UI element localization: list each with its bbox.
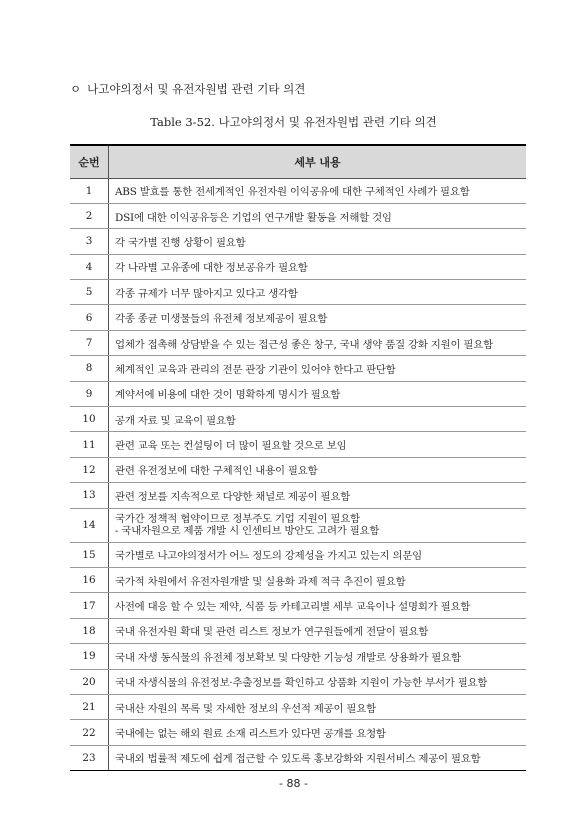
row-number: 8 bbox=[70, 356, 109, 381]
row-content bbox=[109, 356, 527, 381]
row-content-line: 관련 교육 또는 컨설팅이 더 많이 필요할 것으로 보임 bbox=[115, 440, 347, 453]
table-row bbox=[70, 356, 526, 381]
row-content-line: 국가별로 나고야의정서가 어느 정도의 강제성을 가지고 있는지 의문임 bbox=[115, 550, 423, 563]
table-body bbox=[70, 178, 526, 771]
table-row bbox=[70, 203, 526, 228]
table-header-row bbox=[70, 145, 526, 178]
row-number: 17 bbox=[70, 593, 109, 618]
table-row bbox=[70, 305, 526, 330]
row-number: 18 bbox=[70, 618, 109, 643]
row-number: 10 bbox=[70, 407, 109, 432]
row-number: 16 bbox=[70, 567, 109, 592]
row-content bbox=[109, 669, 527, 694]
row-content bbox=[109, 254, 527, 279]
row-content-line: 각 국가별 진행 상황이 필요함 bbox=[115, 236, 246, 249]
row-number: 9 bbox=[70, 381, 109, 406]
row-content-line: 국내 자생 동식물의 유전체 정보확보 및 다양한 기능성 개발로 상용화가 필요함 bbox=[115, 651, 461, 664]
row-number: 14 bbox=[70, 508, 109, 542]
row-number: 20 bbox=[70, 669, 109, 694]
row-content-line: 관련 정보를 지속적으로 다양한 채널로 제공이 필요함 bbox=[115, 490, 351, 503]
row-number: 19 bbox=[70, 644, 109, 669]
opinions-table bbox=[70, 144, 526, 771]
row-content-line: 국내 자생식물의 유전정보·추출정보를 확인하고 상품화 지원이 가능한 부서가 필요함 bbox=[115, 677, 488, 690]
table-row bbox=[70, 618, 526, 643]
row-content bbox=[109, 457, 527, 482]
page-number: - 88 - bbox=[279, 777, 308, 790]
table-row bbox=[70, 745, 526, 770]
row-number: 5 bbox=[70, 280, 109, 305]
row-number: 7 bbox=[70, 330, 109, 355]
table-row bbox=[70, 508, 526, 542]
row-content bbox=[109, 381, 527, 406]
table-row bbox=[70, 280, 526, 305]
row-content-line: 국내외 법률적 제도에 쉽게 접근할 수 있도록 홍보강화와 지원서비스 제공이 필요함 bbox=[115, 753, 481, 766]
row-number: 4 bbox=[70, 254, 109, 279]
table-caption: Table 3-52. 나고야의정서 및 유전자원법 관련 기타 의견 bbox=[150, 115, 437, 129]
row-content bbox=[109, 720, 527, 745]
row-content bbox=[109, 694, 527, 719]
row-content bbox=[109, 229, 527, 254]
row-content-line: 관련 유전정보에 대한 구체적인 내용이 필요함 bbox=[115, 465, 318, 478]
row-content bbox=[109, 280, 527, 305]
row-content-line: 국내산 자원의 목록 및 자세한 정보의 우선적 제공이 필요함 bbox=[115, 702, 376, 715]
header-content: 세부 내용 bbox=[109, 145, 527, 178]
row-content-line: 사전에 대응 할 수 있는 제약, 식품 등 카테고리별 세부 교육이나 설명회가 필요함 bbox=[115, 601, 471, 614]
table-row bbox=[70, 407, 526, 432]
row-content-line: - 국내자원으로 제품 개발 시 인센티브 방안도 고려가 필요함 bbox=[115, 525, 380, 538]
row-content bbox=[109, 644, 527, 669]
row-content-line: 국내 유전자원 확대 및 관련 리스트 정보가 연구원들에게 전달이 필요함 bbox=[115, 626, 429, 639]
row-number: 13 bbox=[70, 483, 109, 508]
row-content-line: 각종 종균 미생물들의 유전체 정보제공이 필요함 bbox=[115, 313, 328, 326]
row-content bbox=[109, 203, 527, 228]
row-number: 3 bbox=[70, 229, 109, 254]
row-content-line: ABS 발효를 통한 전세계적인 유전자원 이익공유에 대한 구체적인 사례가 필요함 bbox=[115, 186, 470, 199]
row-number: 15 bbox=[70, 542, 109, 567]
table-row bbox=[70, 694, 526, 719]
bullet-mark: ㅇ bbox=[70, 82, 82, 96]
row-content bbox=[109, 567, 527, 592]
row-content-line: 계약서에 비용에 대한 것이 명확하게 명시가 필요함 bbox=[115, 389, 341, 402]
row-content-line: 공개 자료 및 교육이 필요함 bbox=[115, 414, 236, 427]
row-number: 23 bbox=[70, 745, 109, 770]
header-num: 순번 bbox=[70, 145, 109, 178]
row-content bbox=[109, 407, 527, 432]
row-number: 11 bbox=[70, 432, 109, 457]
table-row bbox=[70, 483, 526, 508]
row-content bbox=[109, 542, 527, 567]
row-content bbox=[109, 330, 527, 355]
row-number: 6 bbox=[70, 305, 109, 330]
row-number: 22 bbox=[70, 720, 109, 745]
row-content-line: 업체가 접촉해 상담받을 수 있는 접근성 좋은 창구, 국내 생약 품질 강화 지원이 필요함 bbox=[115, 338, 493, 351]
row-number: 2 bbox=[70, 203, 109, 228]
row-content bbox=[109, 432, 527, 457]
table-row bbox=[70, 567, 526, 592]
table-row bbox=[70, 542, 526, 567]
table-row bbox=[70, 720, 526, 745]
row-content-line: 국내에는 없는 해외 원료 소재 리스트가 있다면 공개를 요청함 bbox=[115, 728, 386, 740]
row-content bbox=[109, 483, 527, 508]
table-row bbox=[70, 178, 526, 203]
table-row bbox=[70, 669, 526, 694]
table-row bbox=[70, 229, 526, 254]
table-row bbox=[70, 381, 526, 406]
row-content-line: DSI에 대한 이익공유등은 기업의 연구개발 활동을 저해할 것임 bbox=[115, 211, 392, 224]
section-heading bbox=[70, 81, 305, 97]
table-row bbox=[70, 593, 526, 618]
row-content bbox=[109, 618, 527, 643]
row-number: 21 bbox=[70, 694, 109, 719]
row-content-line: 각 나라별 고유종에 대한 정보공유가 필요함 bbox=[115, 262, 308, 275]
row-number: 12 bbox=[70, 457, 109, 482]
row-content bbox=[109, 593, 527, 618]
row-content bbox=[109, 508, 527, 542]
section-heading-text: 나고야의정서 및 유전자원법 관련 기타 의견 bbox=[87, 82, 306, 96]
table-header bbox=[70, 145, 526, 178]
table-row bbox=[70, 457, 526, 482]
row-content-line: 국가적 차원에서 유전자원개발 및 실용화 과제 적극 추진이 필요함 bbox=[115, 575, 406, 588]
row-number: 1 bbox=[70, 178, 109, 203]
row-content bbox=[109, 305, 527, 330]
row-content-line: 국가간 정책적 협약이므로 정부주도 기업 지원이 필요함 bbox=[115, 513, 360, 526]
row-content bbox=[109, 745, 527, 770]
table-row bbox=[70, 330, 526, 355]
table-row bbox=[70, 432, 526, 457]
row-content-line: 체계적인 교육과 관리의 전문 관장 기관이 있어야 한다고 판단함 bbox=[115, 363, 396, 376]
table-row bbox=[70, 254, 526, 279]
table-row bbox=[70, 644, 526, 669]
row-content-line: 각종 규제가 너무 많아지고 있다고 생각함 bbox=[115, 287, 298, 300]
row-content bbox=[109, 178, 527, 203]
